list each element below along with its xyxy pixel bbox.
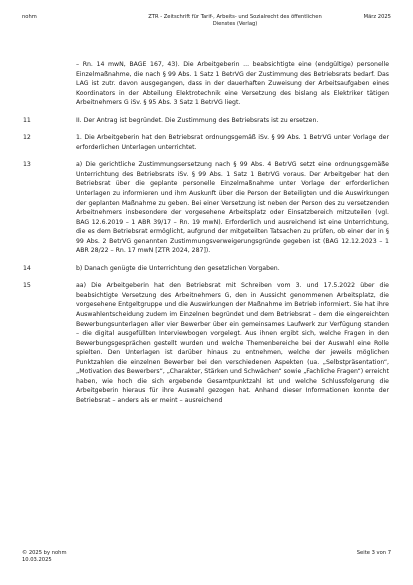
journal-title bbox=[140, 14, 330, 28]
paragraph bbox=[23, 133, 389, 152]
paragraph-text: b) Danach genügte die Unterrichtung den gesetzlichen Vorgaben. bbox=[76, 264, 280, 272]
paragraph-number: 12 bbox=[23, 134, 31, 142]
paragraph-text: a) Die gerichtliche Zustimmungsersetzung nach § 99 Abs. 4 BetrVG setzt eine ordnungsgemäße Unterrichtung des Betriebsrats iSv. § 99 Abs. 1 Satz 1 BetrVG voraus. Der Arbeitgeber hat den Betriebsrat über die geplante personelle Einzelmaßnahme unter Vorlage der erforderlichen Unterlagen zu informieren und ihm Auskunft über die Person der Beteiligten und die Auswirkungen der geplanten Maßnahme zu geben. Bei einer Versetzung ist neben der Person des zu versetzenden Arbeitnehmers insbesondere der vorgesehene Arbeitsplatz oder Einsatzbereich mitzuteilen (vgl. BAG 12.6.2019 – 1 ABR 39/17 – Rn. 19 mwN). Erforderlich und ausreichend ist eine Unterrichtung, die es dem Betriebsrat ermöglicht, aufgrund der mitgeteilten Tatsachen zu prüfen, ob einer der in § 99 Abs. 2 BetrVG genannten Zustimmungsverweigerungsgründe gegeben ist (BAG 12.12.2023 – 1 ABR 28/22 – Rn. 17 mwN [ZTR 2024, 287]). bbox=[76, 161, 389, 255]
paragraph-number: 11 bbox=[23, 116, 31, 124]
paragraph bbox=[23, 116, 389, 126]
page-number: Seite 3 von 7 bbox=[356, 550, 391, 556]
copyright-notice: © 2025 by nohm bbox=[22, 550, 67, 556]
paragraph bbox=[23, 281, 389, 405]
document-body bbox=[23, 60, 389, 406]
paragraph-text: II. Der Antrag ist begründet. Die Zustimmung des Betriebsrats ist zu ersetzen. bbox=[76, 116, 319, 124]
paragraph bbox=[23, 264, 389, 274]
publisher-label: nohm bbox=[22, 14, 37, 20]
paragraph-text: 1. Die Arbeitgeberin hat den Betriebsrat ordnungsgemäß iSv. § 99 Abs. 1 BetrVG unter Vorlage der erforderlichen Unterlagen unterrichtet. bbox=[76, 134, 389, 151]
paragraph-text: aa) Die Arbeitgeberin hat den Betriebsrat mit Schreiben vom 3. und 17.5.2022 über die beabsichtigte Versetzung des Arbeitnehmers G, den in Aussicht genommenen Arbeitsplatz, die vorgesehene Entgeltgruppe und die Auswirkungen der Maßnahme im Betrieb informiert. Sie hat ihre Auswahlentscheidung zudem im Einzelnen begründet und dem Betriebsrat – dem die eingereichten Bewerbungsunterlagen aller vier Bewerber über ein gemeinsames Laufwerk zur Verfügung standen – die digital ausgefüllten Interviewbogen vorgelegt. Aus ihnen ergibt sich, welche Fragen in den Bewerbungsgesprächen gestellt wurden und welche Themenbereiche bei der Auswahl eine Rolle spielten. Den Unterlagen ist darüber hinaus zu entnehmen, welche der jeweils möglichen Punktzahlen die einzelnen Bewerber bei den verschiedenen Aspekten (ua. „Selbstpräsentation“, „Motivation des Bewerbers“, „Charakter, Stärken und Schwächen“ sowie „Fachliche Fragen“) erreicht haben, wie hoch die sich ergebende Gesamtpunktzahl ist und welche Schlussfolgerung die Arbeitgeberin hieraus für ihre Auswahl gezogen hat. Anhand dieser Informationen konnte der Betriebsrat – anders als er meint – ausreichend bbox=[76, 282, 390, 404]
paragraph-number: 15 bbox=[23, 282, 31, 290]
paragraph-text: – Rn. 14 mwN, BAGE 167, 43). Die Arbeitgeberin ... beabsichtigte eine (endgültige) personelle Einzelmaßnahme, die nach § 99 Abs. 1 Satz 1 BetrVG der Zustimmung des Betriebsrats bedarf. Das LAG ist zutr. davon ausgegangen, dass in der dauerhaften Zuweisung der Arbeitsaufgaben eines Koordinators in der Abteilung Elektrotechnik eine Versetzung des bislang als Elektriker tätigen Arbeitnehmers G iSv. § 95 Abs. 3 Satz 1 BetrVG liegt. bbox=[76, 61, 389, 107]
page-footer bbox=[22, 550, 391, 563]
journal-title-line-2: Dienstes (Verlag) bbox=[212, 21, 258, 27]
page-header bbox=[22, 14, 391, 38]
paragraph-number: 14 bbox=[23, 264, 31, 272]
print-date: 10.03.2025 bbox=[22, 556, 52, 563]
paragraph bbox=[23, 60, 389, 108]
issue-date: März 2025 bbox=[363, 14, 391, 20]
paragraph bbox=[23, 160, 389, 255]
journal-title-line-1: ZTR - Zeitschrift für Tarif-, Arbeits- und Sozialrecht des öffentlichen bbox=[148, 14, 322, 20]
paragraph-number: 13 bbox=[23, 161, 31, 169]
